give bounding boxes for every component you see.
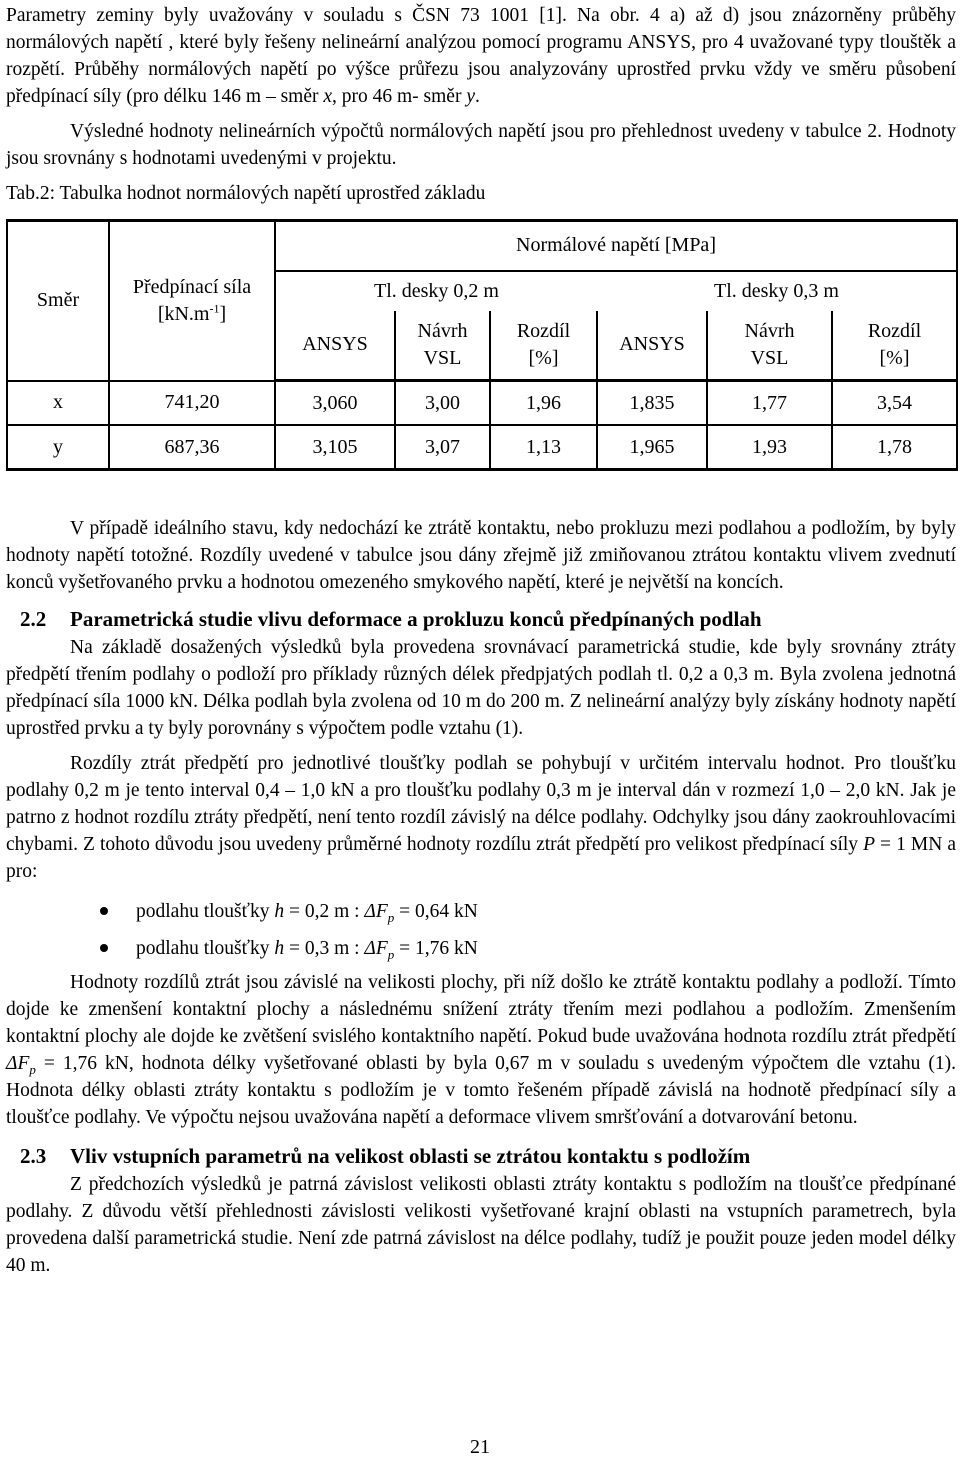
header-diff-2: Rozdíl [%] xyxy=(832,311,957,381)
stress-table xyxy=(6,219,958,471)
intro-paragraph-1: Parametry zeminy byly uvažovány v souladu s ČSN 73 1001 [1]. Na obr. 4 a) až d) jsou znázorněny průběhy normálových napětí , které byly řešeny nelineární analýzou pomocí programu ANSYS, pro 4 uvažované typy tlouštěk a rozpětí. Průběhy normálových napětí po výšce průřezu jsou analyzovány uprostřed prvku vždy ve směru působení předpínací síly (pro délku 146 m – směr x, pro 46 m- směr y. xyxy=(6,5,956,107)
after-table-paragraph: V případě ideálního stavu, kdy nedochází ke ztrátě kontaktu, nebo prokluzu mezi podlahou a podložím, by byly hodnoty napětí totožné. Rozdíly uvedené v tabulce jsou dány zřejmě již zmiňovanou ztrátou kontaktu vlivem zvednutí konců vyšetřovaného prvku a hodnotou omezeného smykového napětí, které je největší na koncích. xyxy=(6,518,956,593)
intro-paragraph-2: Výsledné hodnoty nelineárních výpočtů normálových napětí jsou pro přehlednost uvedeny v tabulce 2. Hodnoty jsou srovnány s hodnotami uvedenými v projektu. xyxy=(6,121,956,169)
section22-paragraph-2: Rozdíly ztrát předpětí pro jednotlivé tloušťky podlah se pohybují v určitém intervalu hodnot. Pro tloušťku podlahy 0,2 m je tento interval 0,4 – 1,0 kN a pro tloušťku podlahy 0,3 m je interval dán v rozmezí 1,0 – 2,0 kN. Jak je patrno z hodnot rozdílu ztráty předpětí, není tento rozdíl závislý na délce podlahy. Odchylky jsou dány zaokrouhlovacími chybami. Z tohoto důvodu jsou uvedeny průměrné hodnoty rozdílu ztrát předpětí pro velikost předpínací síly P = 1 MN a pro: xyxy=(6,753,956,882)
section-heading-2-3: 2.3 Vliv vstupních parametrů na velikost oblasti se ztrátou kontaktu s podložím xyxy=(20,1144,751,1168)
header-vsl-1: Návrh VSL xyxy=(395,311,490,381)
page-number: 21 xyxy=(470,1436,490,1458)
table-caption: Tab.2: Tabulka hodnot normálových napětí uprostřed základu xyxy=(6,183,486,204)
list-item: podlahu tloušťky h = 0,2 m : $\Delta F_p = 0,64$ kN xyxy=(6,893,956,930)
header-slab-02: Tl. desky 0,2 m xyxy=(275,271,597,311)
header-diff-1: Rozdíl [%] xyxy=(490,311,597,381)
header-prestress-force: Předpínací síla $[kN.m^{-1}]$ xyxy=(109,221,275,381)
header-vsl-2: Návrh VSL xyxy=(707,311,832,381)
section22-paragraph-3: Hodnoty rozdílů ztrát jsou závislé na velikosti plochy, při níž došlo ke ztrátě kontaktu podlahy a podloží. Tímto dojde ke zmenšení kontaktní plochy a následnému snížení ztráty třením mezi podlahou a podložím. Zmenšením kontaktní plochy ale dojde ke zvětšení svislého kontaktního napětí. Pokud bude uvažována hodnota rozdílu ztrát předpětí $\Delta F_p = 1,76$ kN, hodnota délky vyšetřované oblasti by byla 0,67 m v souladu s uvedeným výpočtem dle vztahu (1). Hodnota délky oblasti ztráty kontaktu s podložím je v tomto řešeném případě závislá na hodnotě předpínací síly a tloušťce podlahy. Ve výpočtu nejsou uvažována napětí a deformace vlivem smršťování a dotvarování betonu. xyxy=(6,972,956,1128)
list-item: podlahu tloušťky h = 0,3 m : $\Delta F_p = 1,76$ kN xyxy=(6,930,956,967)
section-heading-2-2: 2.2 Parametrická studie vlivu deformace a prokluzu konců předpínaných podlah xyxy=(20,607,762,631)
header-slab-03: Tl. desky 0,3 m xyxy=(597,271,957,311)
results-list xyxy=(6,893,956,967)
header-direction: Směr xyxy=(7,221,109,381)
header-ansys-1: ANSYS xyxy=(275,311,395,381)
section22-paragraph-1: Na základě dosažených výsledků byla provedena srovnávací parametrická studie, kde byly srovnány ztráty předpětí třením podlahy o podloží pro příklady různých délek předpjatých podlah tl. 0,2 a 0,3 m. Byla zvolena jednotná předpínací síla 1000 kN. Délka podlah byla zvolena od 10 m do 200 m. Z nelineární analýzy byly získány hodnoty napětí uprostřed prvku a ty byly porovnány s výpočtem podle vztahu (1). xyxy=(6,637,956,739)
document-page xyxy=(6,2,956,1279)
bullet-icon xyxy=(100,907,108,915)
bullet-icon xyxy=(100,944,108,952)
table-row: y 687,36 3,105 3,07 1,13 1,965 1,93 1,78 xyxy=(7,425,957,470)
header-ansys-2: ANSYS xyxy=(597,311,707,381)
table-row: x 741,20 3,060 3,00 1,96 1,835 1,77 3,54 xyxy=(7,381,957,426)
header-normal-stress: Normálové napětí [MPa] xyxy=(275,221,957,271)
section23-paragraph-1: Z předchozích výsledků je patrná závislost velikosti oblasti ztráty kontaktu s podložím na tloušťce předpínané podlahy. Z důvodu větší přehlednosti závislosti velikosti vyšetřované krajní oblasti na vstupních parametrech, byla provedena další parametrická studie. Není zde patrná závislost na délce podlahy, tudíž je použit pouze jeden model délky 40 m. xyxy=(6,1174,956,1276)
